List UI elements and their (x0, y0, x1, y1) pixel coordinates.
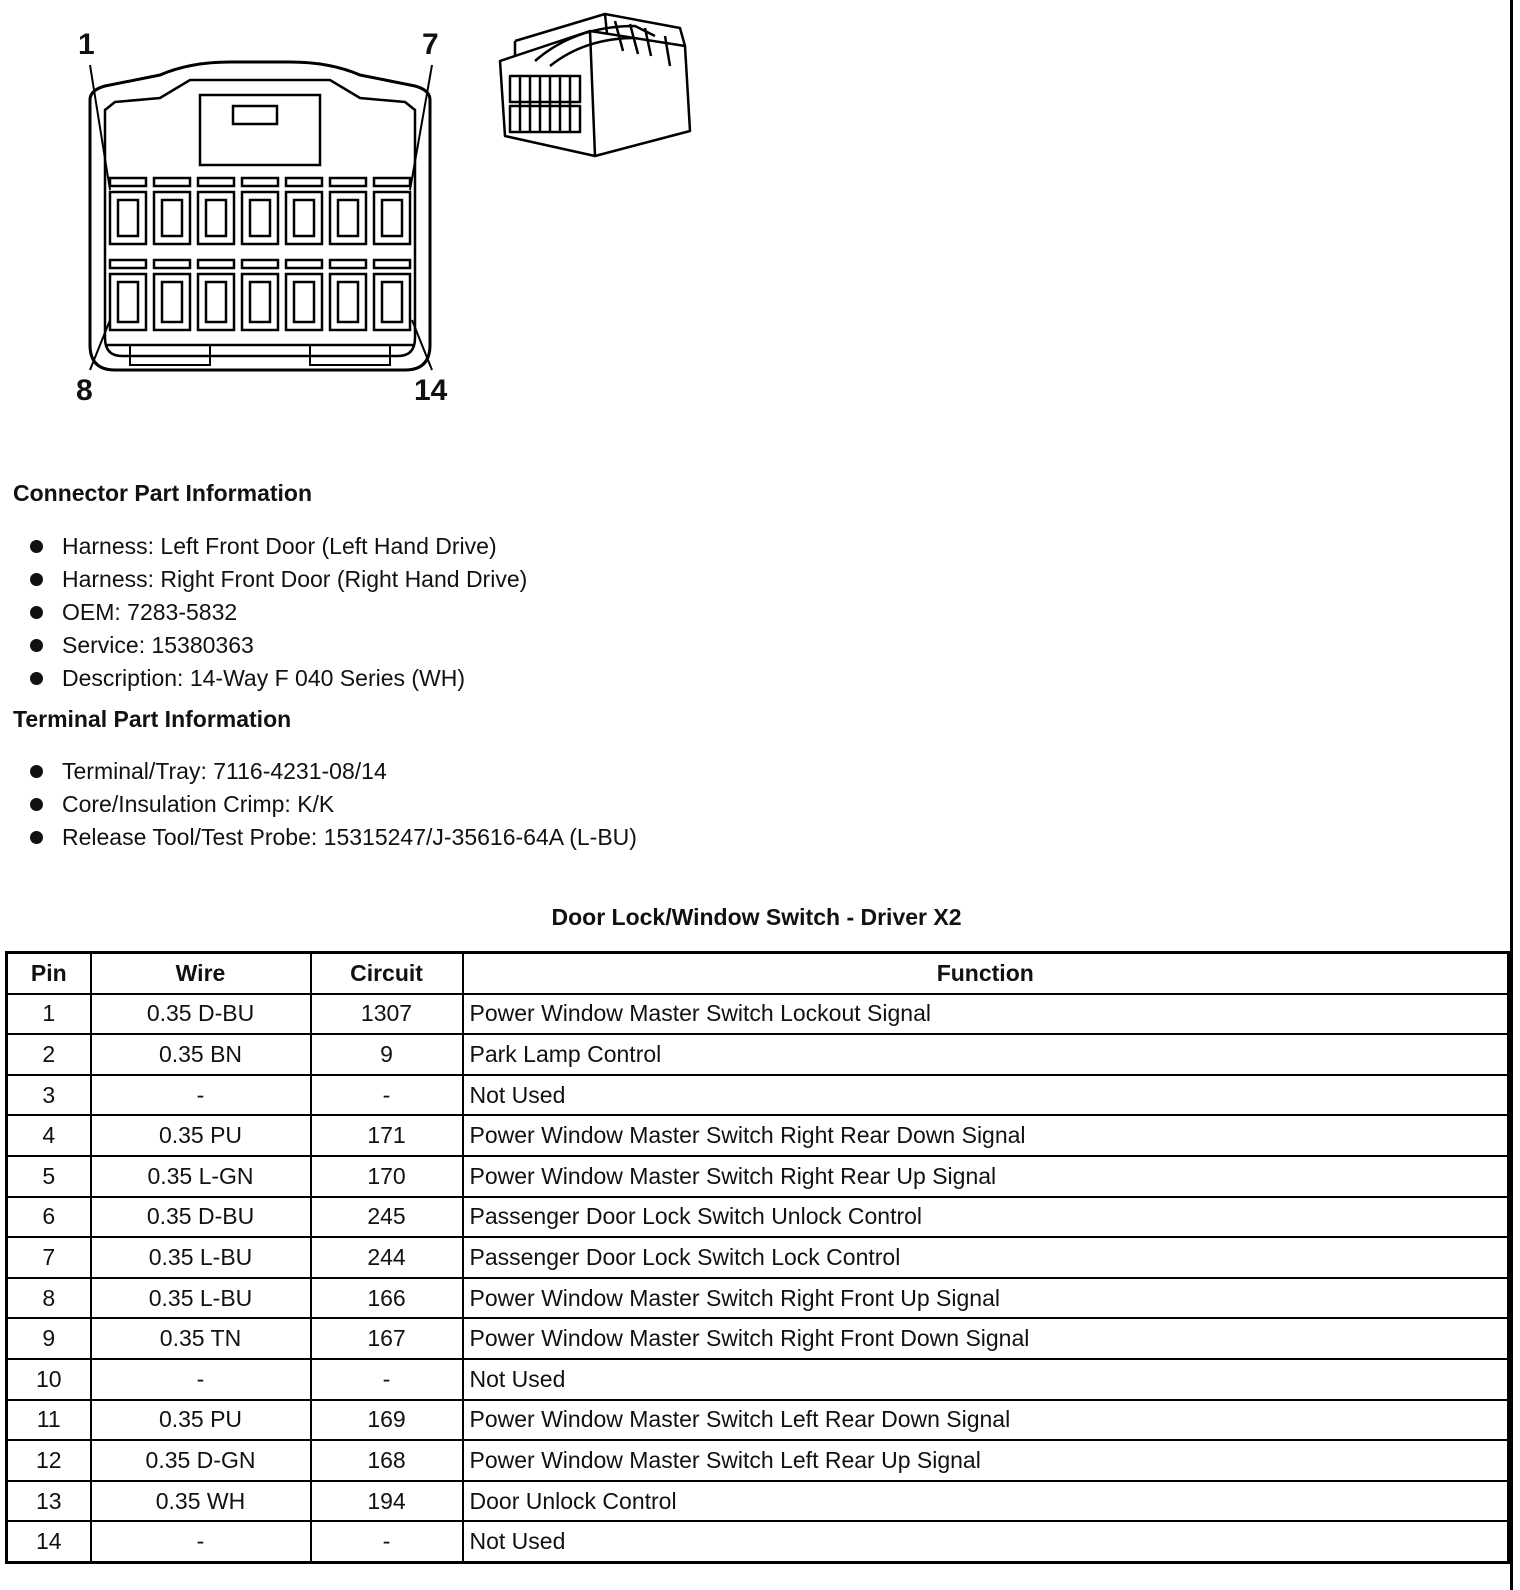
connector-isometric-diagram (495, 6, 700, 166)
cell-function: Power Window Master Switch Lockout Signal (463, 994, 1509, 1035)
cell-wire: - (91, 1359, 311, 1400)
cell-circuit: - (311, 1521, 463, 1562)
cell-circuit: - (311, 1075, 463, 1116)
cell-function: Power Window Master Switch Left Rear Down Signal (463, 1400, 1509, 1441)
cell-pin: 5 (7, 1156, 91, 1197)
connector-info-item: Harness: Left Front Door (Left Hand Drive) (28, 530, 527, 563)
cell-pin: 14 (7, 1521, 91, 1562)
terminal-info-item: Release Tool/Test Probe: 15315247/J-35616-64A (L-BU) (28, 821, 637, 854)
cell-function: Not Used (463, 1075, 1509, 1116)
cell-function: Not Used (463, 1521, 1509, 1562)
connector-info-item: Harness: Right Front Door (Right Hand Drive) (28, 563, 527, 596)
connector-info-item: Service: 15380363 (28, 629, 527, 662)
table-row (7, 1197, 1509, 1238)
bullet-icon (30, 606, 43, 619)
table-row (7, 1318, 1509, 1359)
cell-circuit: 167 (311, 1318, 463, 1359)
connector-info-list (28, 530, 527, 695)
table-row (7, 1440, 1509, 1481)
table-row (7, 1237, 1509, 1278)
cell-function: Not Used (463, 1359, 1509, 1400)
table-row (7, 1075, 1509, 1116)
cell-pin: 8 (7, 1278, 91, 1319)
cell-pin: 10 (7, 1359, 91, 1400)
cell-function: Power Window Master Switch Right Front Down Signal (463, 1318, 1509, 1359)
cell-circuit: 169 (311, 1400, 463, 1441)
cell-pin: 4 (7, 1115, 91, 1156)
terminal-info-item: Terminal/Tray: 7116-4231-08/14 (28, 755, 637, 788)
table-row (7, 1115, 1509, 1156)
cell-wire: 0.35 PU (91, 1115, 311, 1156)
cell-wire: - (91, 1075, 311, 1116)
cell-wire: 0.35 L-BU (91, 1278, 311, 1319)
cell-circuit: 166 (311, 1278, 463, 1319)
cell-pin: 12 (7, 1440, 91, 1481)
cell-circuit: 9 (311, 1034, 463, 1075)
cell-function: Power Window Master Switch Right Rear Up Signal (463, 1156, 1509, 1197)
table-row (7, 1278, 1509, 1319)
bullet-icon (30, 765, 43, 778)
cell-function: Door Unlock Control (463, 1481, 1509, 1522)
bullet-icon (30, 672, 43, 685)
cell-wire: 0.35 PU (91, 1400, 311, 1441)
table-header-row (7, 953, 1509, 994)
connector-info-heading: Connector Part Information (13, 480, 313, 506)
cell-function: Passenger Door Lock Switch Lock Control (463, 1237, 1509, 1278)
terminal-info-heading: Terminal Part Information (13, 706, 292, 732)
cell-wire: 0.35 D-GN (91, 1440, 311, 1481)
cell-circuit: - (311, 1359, 463, 1400)
cell-function: Power Window Master Switch Right Rear Down Signal (463, 1115, 1509, 1156)
cell-pin: 1 (7, 994, 91, 1035)
pin-label-7: 7 (422, 28, 439, 61)
cell-function: Park Lamp Control (463, 1034, 1509, 1075)
cell-pin: 7 (7, 1237, 91, 1278)
cell-circuit: 1307 (311, 994, 463, 1035)
pin-label-14: 14 (414, 374, 448, 407)
cell-function: Power Window Master Switch Left Rear Up Signal (463, 1440, 1509, 1481)
bullet-icon (30, 573, 43, 586)
column-header-function: Function (463, 953, 1509, 994)
column-header-circuit: Circuit (311, 953, 463, 994)
cell-function: Power Window Master Switch Right Front Up Signal (463, 1278, 1509, 1319)
column-header-pin: Pin (7, 953, 91, 994)
cell-circuit: 194 (311, 1481, 463, 1522)
cell-pin: 11 (7, 1400, 91, 1441)
cell-circuit: 245 (311, 1197, 463, 1238)
table-row (7, 1034, 1509, 1075)
connector-face-diagram (60, 20, 460, 380)
connector-info-item: Description: 14-Way F 040 Series (WH) (28, 662, 527, 695)
cell-circuit: 244 (311, 1237, 463, 1278)
cell-pin: 9 (7, 1318, 91, 1359)
cell-wire: 0.35 BN (91, 1034, 311, 1075)
cell-pin: 2 (7, 1034, 91, 1075)
table-row (7, 1521, 1509, 1562)
table-row (7, 994, 1509, 1035)
cell-wire: 0.35 WH (91, 1481, 311, 1522)
cell-circuit: 170 (311, 1156, 463, 1197)
bullet-icon (30, 540, 43, 553)
column-header-wire: Wire (91, 953, 311, 994)
terminal-info-item: Core/Insulation Crimp: K/K (28, 788, 637, 821)
bullet-icon (30, 831, 43, 844)
table-row (7, 1359, 1509, 1400)
cell-pin: 6 (7, 1197, 91, 1238)
table-row (7, 1156, 1509, 1197)
table-row (7, 1481, 1509, 1522)
terminal-info-list (28, 755, 637, 854)
cell-circuit: 168 (311, 1440, 463, 1481)
cell-circuit: 171 (311, 1115, 463, 1156)
cell-pin: 13 (7, 1481, 91, 1522)
cell-pin: 3 (7, 1075, 91, 1116)
pinout-table (5, 951, 1510, 1564)
bullet-icon (30, 639, 43, 652)
cell-wire: 0.35 D-BU (91, 1197, 311, 1238)
connector-info-item: OEM: 7283-5832 (28, 596, 527, 629)
table-title: Door Lock/Window Switch - Driver X2 (551, 904, 962, 930)
pin-label-1: 1 (78, 28, 95, 61)
cell-wire: 0.35 L-BU (91, 1237, 311, 1278)
cell-wire: - (91, 1521, 311, 1562)
cell-wire: 0.35 TN (91, 1318, 311, 1359)
cell-wire: 0.35 L-GN (91, 1156, 311, 1197)
table-row (7, 1400, 1509, 1441)
cell-wire: 0.35 D-BU (91, 994, 311, 1035)
cell-function: Passenger Door Lock Switch Unlock Control (463, 1197, 1509, 1238)
pin-label-8: 8 (76, 374, 93, 407)
bullet-icon (30, 798, 43, 811)
